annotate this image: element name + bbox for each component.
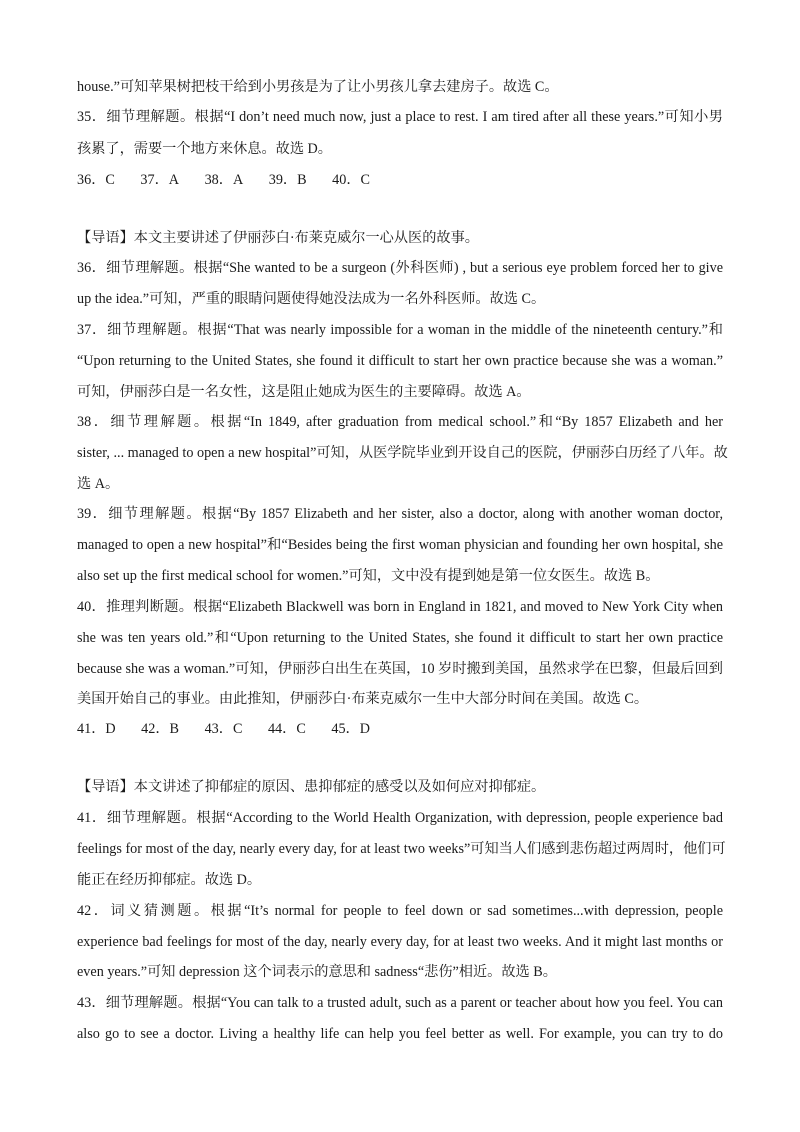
text-line: house.”可知苹果树把枝干给到小男孩是为了让小男孩儿拿去建房子。故选 C。 [77,79,559,95]
text-line: sister, ... managed to open a new hospital”可知，从医学院毕业到开设自己的医院，伊丽莎白历经了八年。故 [77,445,728,461]
answer-item: 45．D [331,721,370,737]
text-line: feelings for most of the day, nearly every day, for at least two weeks”可知当人们感到悲伤超过两周时，他们可 [77,841,726,857]
answer-item: 43．C [204,721,243,737]
text-line: up the idea.”可知，严重的眼睛问题使得她没法成为一名外科医师。故选 C。 [77,291,546,307]
text-line: because she was a woman.”可知，伊丽莎白出生在英国，10 岁时搬到美国，虽然求学在巴黎，但最后回到 [77,661,723,677]
answer-item: 42．B [141,721,180,737]
section-intro: 【导语】本文主要讲述了伊丽莎白·布莱克威尔一心从医的故事。 [77,230,479,246]
answer-item: 39．B [268,172,307,188]
answer-item: 40．C [332,172,370,188]
text-line: 孩累了，需要一个地方来休息。故选 D。 [77,141,332,157]
text-line: also set up the first medical school for women.”可知，文中没有提到她是第一位女医生。故选 B。 [77,568,660,584]
text-line: managed to open a new hospital”和“Besides being the first woman physician and founding her own hospital, she [77,537,723,553]
text-line: 41．细节理解题。根据“According to the World Health Organization, with depression, people experience bad [77,810,723,826]
answer-item: 44．C [267,721,306,737]
text-line: 可知，伊丽莎白是一名女性，这是阻止她成为医生的主要障碍。故选 A。 [77,384,531,400]
text-line: 43．细节理解题。根据“You can talk to a trusted adult, such as a parent or teacher about how you feel. You can [77,995,723,1011]
text-line: 美国开始自己的事业。由此推知，伊丽莎白·布莱克威尔一生中大部分时间在美国。故选 C。 [77,691,649,707]
text-line: 选 A。 [77,476,120,492]
answer-item: 36．C [77,172,115,188]
text-line: 39．细节理解题。根据“By 1857 Elizabeth and her sister, also a doctor, along with another woman doctor, [77,506,723,522]
text-line: even years.”可知 depression 这个词表示的意思和 sadness“悲伤”相近。故选 B。 [77,964,557,980]
answer-key-row [77,170,370,190]
text-line: she was ten years old.”和“Upon returning to the United States, she found it difficult to start her own practice [77,630,723,646]
text-line: 35．细节理解题。根据“I don’t need much now, just a place to rest. I am tired after all these years.”可知小男 [77,109,723,125]
text-line: 42．词义猜测题。根据“It’s normal for people to feel down or sad sometimes...with depression, people [77,903,723,919]
text-line: 能正在经历抑郁症。故选 D。 [77,872,262,888]
answer-key-row [77,719,370,739]
text-line: “Upon returning to the United States, she found it difficult to start her own practice because she was a woman.” [77,353,723,369]
answer-item: 38．A [204,172,244,188]
text-line: experience bad feelings for most of the day, nearly every day, for at least two weeks. And it might last months or [77,934,723,950]
text-line: 36．细节理解题。根据“She wanted to be a surgeon (外科医师) , but a serious eye problem forced her to give [77,260,723,276]
text-line: 38．细节理解题。根据“In 1849, after graduation from medical school.”和“By 1857 Elizabeth and her [77,414,723,430]
answer-item: 41．D [77,721,116,737]
answer-item: 37．A [140,172,180,188]
text-line: also go to see a doctor. Living a healthy life can help you feel better as well. For example, you can try to do [77,1026,723,1042]
text-line: 37．细节理解题。根据“That was nearly impossible for a woman in the middle of the nineteenth century.”和 [77,322,723,338]
text-line: 40．推理判断题。根据“Elizabeth Blackwell was born in England in 1821, and moved to New York City when [77,599,723,615]
section-intro: 【导语】本文讲述了抑郁症的原因、患抑郁症的感受以及如何应对抑郁症。 [77,779,546,795]
